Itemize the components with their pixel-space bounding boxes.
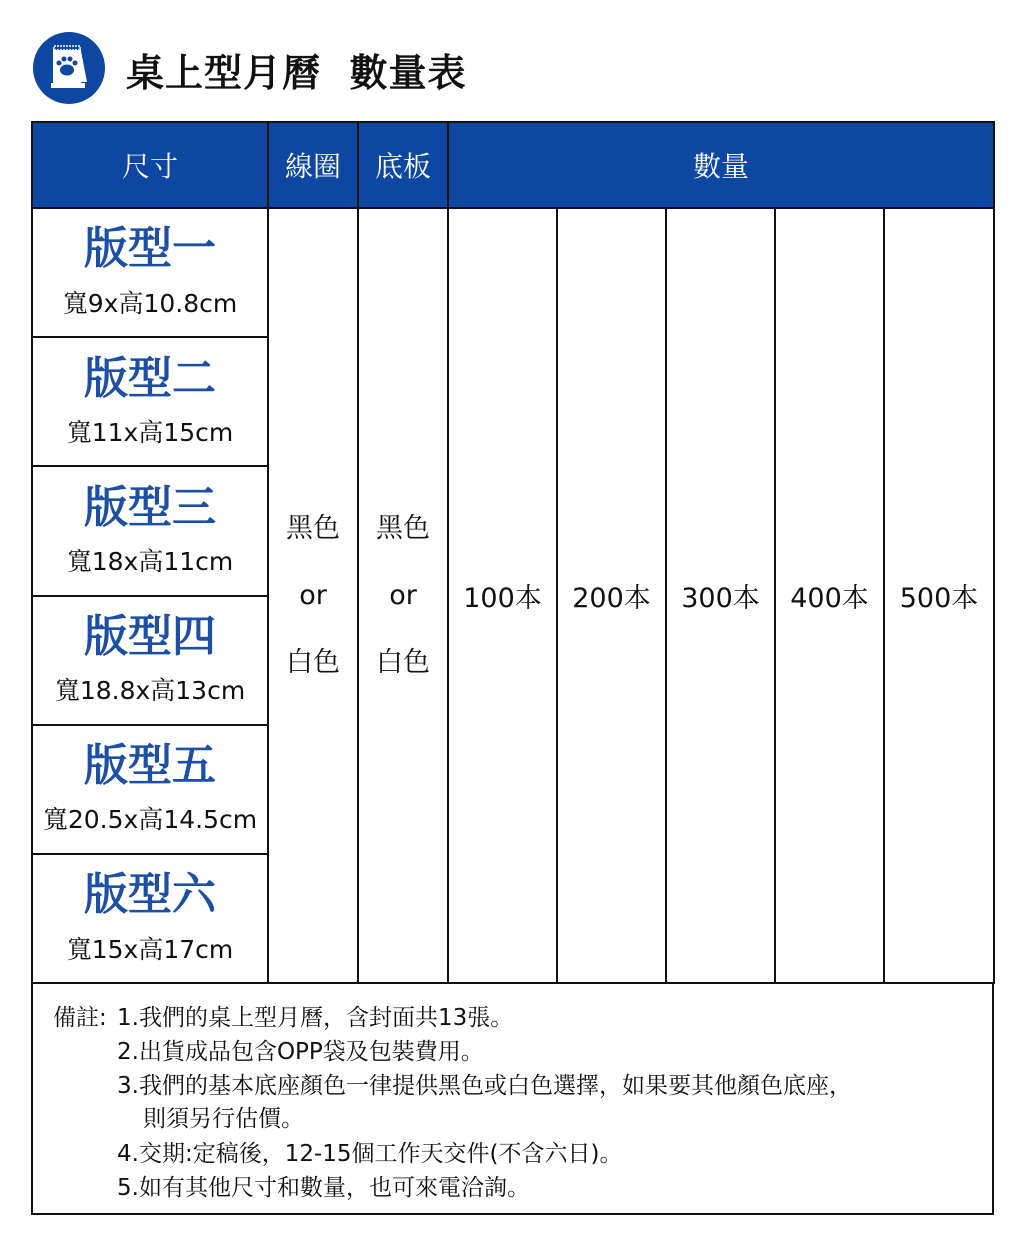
base-option: or (389, 580, 417, 612)
desk-calendar-paw-icon (33, 32, 105, 104)
header-size: 尺寸 (32, 122, 268, 208)
table-row (32, 208, 994, 337)
quantity-200: 200本 (557, 208, 666, 983)
note-item: 則須另行估價。 (143, 1106, 304, 1132)
base-option: 白色 (376, 647, 430, 679)
notes-box (31, 983, 994, 1215)
quantity-400: 400本 (775, 208, 884, 983)
type-cell (32, 466, 268, 595)
type-size: 寬15x高17cm (66, 934, 234, 964)
header-coil: 線圈 (268, 122, 358, 208)
note-item: 5.如有其他尺寸和數量，也可來電洽詢。 (117, 1175, 530, 1201)
type-size: 寬11x高15cm (66, 418, 234, 447)
base-options (358, 208, 448, 983)
quantity-100: 100本 (448, 208, 557, 983)
type-name: 版型二 (84, 352, 216, 404)
type-size: 寬18x高11cm (66, 547, 234, 577)
quantity-300: 300本 (666, 208, 775, 983)
base-option: 黑色 (376, 513, 430, 545)
type-size: 寬9x高10.8cm (62, 288, 238, 318)
coil-option: 白色 (286, 647, 340, 679)
type-name: 版型一 (84, 223, 216, 275)
coil-option: 黑色 (286, 513, 340, 545)
type-name: 版型六 (84, 869, 216, 921)
type-name: 版型三 (84, 481, 216, 533)
note-item: 2.出貨成品包含OPP袋及包裝費用。 (117, 1039, 484, 1065)
type-size: 寬18.8x高13cm (54, 676, 246, 706)
header-quantity: 數量 (448, 122, 994, 208)
type-name: 版型五 (84, 740, 216, 792)
table-header-row (32, 122, 994, 208)
type-name: 版型四 (84, 610, 216, 662)
type-size: 寬20.5x高14.5cm (42, 805, 258, 835)
header-base: 底板 (358, 122, 448, 208)
quantity-500: 500本 (884, 208, 994, 983)
note-item: 3.我們的基本底座顏色一律提供黑色或白色選擇，如果要其他顏色底座， (117, 1073, 852, 1099)
coil-option: or (299, 580, 327, 612)
coil-options (268, 208, 358, 983)
note-item: 4.交期:定稿後，12-15個工作天交件(不含六日)。 (117, 1141, 623, 1167)
type-cell (32, 208, 268, 337)
quantity-table (31, 121, 995, 984)
type-cell (32, 596, 268, 725)
type-cell (32, 725, 268, 854)
type-cell (32, 854, 268, 983)
notes-label: 備註: (53, 1005, 107, 1031)
note-item: 1.我們的桌上型月曆，含封面共13張。 (117, 1005, 514, 1031)
page-title: 桌上型月曆 數量表 (126, 51, 467, 95)
type-cell (32, 337, 268, 466)
